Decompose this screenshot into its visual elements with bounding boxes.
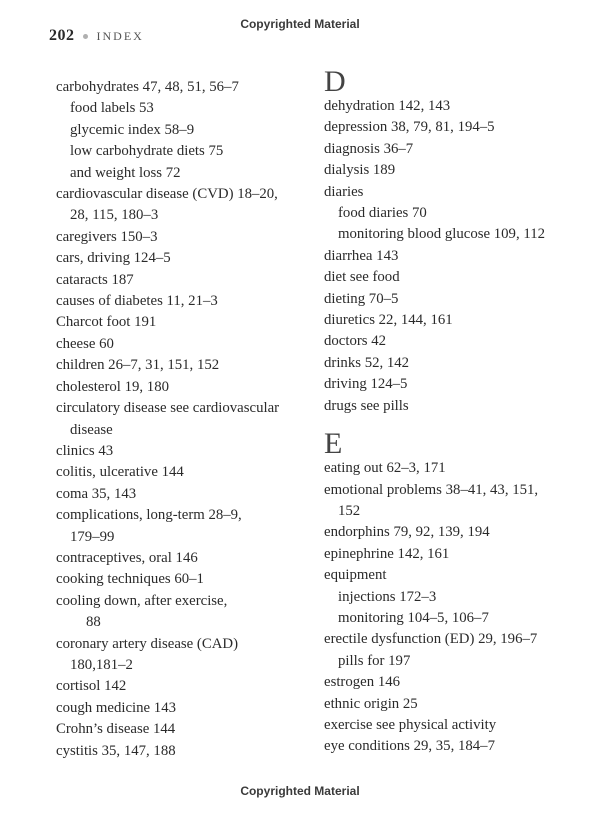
index-entry: contraceptives, oral 146 bbox=[56, 549, 198, 566]
index-subentry: injections 172–3 bbox=[338, 588, 437, 605]
index-column-right bbox=[324, 66, 574, 758]
index-entry: eye conditions 29, 35, 184–7 bbox=[324, 738, 495, 755]
index-entry: dieting 70–5 bbox=[324, 290, 399, 307]
index-entry: clinics 43 bbox=[56, 442, 114, 459]
index-subentry: 179–99 bbox=[70, 528, 115, 545]
index-entry: cooling down, after exercise, bbox=[56, 592, 228, 609]
index-entry: diet see food bbox=[324, 269, 400, 286]
section-gap bbox=[324, 417, 574, 428]
page-number: 202 bbox=[49, 27, 75, 44]
index-entry: Crohn’s disease 144 bbox=[56, 721, 176, 738]
index-entry: colitis, ulcerative 144 bbox=[56, 464, 184, 481]
index-entry: endorphins 79, 92, 139, 194 bbox=[324, 524, 490, 541]
index-entry: cardiovascular disease (CVD) 18–20, bbox=[56, 186, 278, 203]
index-entry: drinks 52, 142 bbox=[324, 354, 410, 371]
index-subentry: food labels 53 bbox=[70, 100, 154, 117]
section-title: INDEX bbox=[96, 28, 144, 43]
index-subentry: low carbohydrate diets 75 bbox=[70, 143, 224, 160]
index-entry: driving 124–5 bbox=[324, 376, 408, 393]
index-entry: cooking techniques 60–1 bbox=[56, 571, 204, 588]
index-column-left bbox=[56, 77, 306, 762]
index-entry: doctors 42 bbox=[324, 333, 387, 350]
index-entry: cholesterol 19, 180 bbox=[56, 378, 170, 395]
index-subentry: monitoring blood glucose 109, 112 bbox=[338, 226, 546, 243]
index-entry: equipment bbox=[324, 567, 387, 584]
index-entry: ethnic origin 25 bbox=[324, 695, 418, 712]
index-entry: epinephrine 142, 161 bbox=[324, 545, 450, 562]
index-subentry: disease bbox=[70, 421, 113, 438]
index-entry: diaries bbox=[324, 183, 364, 200]
index-subentry: and weight loss 72 bbox=[70, 164, 181, 181]
index-entry: cystitis 35, 147, 188 bbox=[56, 742, 176, 759]
index-entry: cheese 60 bbox=[56, 335, 114, 352]
index-entry: drugs see pills bbox=[324, 397, 409, 414]
index-entry: diagnosis 36–7 bbox=[324, 140, 414, 157]
index-subentry: glycemic index 58–9 bbox=[70, 121, 195, 138]
index-entry: complications, long-term 28–9, bbox=[56, 507, 242, 524]
index-entry: diarrhea 143 bbox=[324, 247, 399, 264]
index-letter-heading: D bbox=[324, 65, 346, 98]
index-subentry: food diaries 70 bbox=[338, 205, 427, 222]
watermark-top: Copyrighted Material bbox=[240, 17, 360, 31]
index-entry: dehydration 142, 143 bbox=[324, 98, 451, 114]
index-entry: caregivers 150–3 bbox=[56, 228, 158, 245]
watermark-bottom: Copyrighted Material bbox=[240, 784, 360, 798]
index-entry: dialysis 189 bbox=[324, 162, 396, 179]
index-entry: carbohydrates 47, 48, 51, 56–7 bbox=[56, 79, 239, 95]
index-subentry: 152 bbox=[338, 502, 361, 519]
index-entry: depression 38, 79, 81, 194–5 bbox=[324, 119, 495, 136]
index-subentry: pills for 197 bbox=[338, 652, 411, 669]
index-entry: eating out 62–3, 171 bbox=[324, 460, 446, 477]
index-subentry: 180,181–2 bbox=[70, 656, 133, 673]
index-entry: causes of diabetes 11, 21–3 bbox=[56, 293, 218, 310]
index-subentry: 88 bbox=[86, 614, 101, 631]
index-entry: exercise see physical activity bbox=[324, 716, 497, 733]
index-entry: estrogen 146 bbox=[324, 674, 401, 691]
index-entry: emotional problems 38–41, 43, 151, bbox=[324, 481, 539, 498]
index-entry: coronary artery disease (CAD) bbox=[56, 635, 239, 652]
index-entry: erectile dysfunction (ED) 29, 196–7 bbox=[324, 631, 538, 648]
index-entry: cataracts 187 bbox=[56, 271, 134, 288]
index-entry: children 26–7, 31, 151, 152 bbox=[56, 357, 220, 374]
index-subentry: 28, 115, 180–3 bbox=[70, 207, 159, 224]
index-entry: cars, driving 124–5 bbox=[56, 250, 171, 267]
bullet-dot-icon bbox=[83, 34, 88, 39]
index-entry: cortisol 142 bbox=[56, 678, 127, 695]
index-entry: coma 35, 143 bbox=[56, 485, 137, 502]
index-subentry: monitoring 104–5, 106–7 bbox=[338, 609, 489, 626]
index-entry: cough medicine 143 bbox=[56, 699, 176, 716]
index-entry: diuretics 22, 144, 161 bbox=[324, 312, 453, 329]
index-letter-heading: E bbox=[324, 427, 343, 461]
index-entry: Charcot foot 191 bbox=[56, 314, 157, 331]
page-header bbox=[49, 27, 144, 45]
index-entry: circulatory disease see cardiovascular bbox=[56, 400, 280, 417]
